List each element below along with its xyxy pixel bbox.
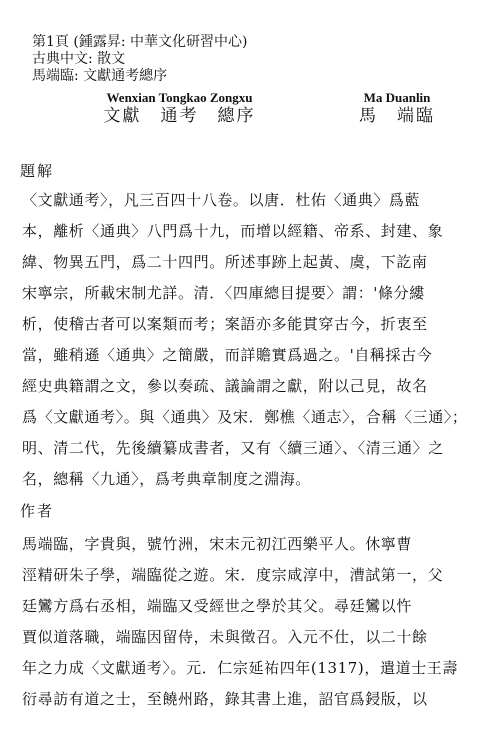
work-title-chinese: 文獻 通考 總序 — [103, 106, 256, 126]
text-line: 本，離析〈通典〉八門爲十九，而增以經籍、帝系、封建、象 — [22, 222, 444, 240]
text-line: 明、清二代，先後續纂成書者，又有〈續三通〉、〈清三通〉之 — [22, 439, 444, 457]
text-line: 涇精研朱子學，端臨從之遊。宋．度宗咸淳中，漕試第一，父 — [22, 566, 444, 584]
section-heading-zuozhe: 作者 — [20, 502, 55, 520]
text-line: 宋寧宗，所載宋制尤詳。清．〈四庫總目提要〉謂：'條分縷 — [22, 284, 425, 302]
work-title — [92, 90, 267, 127]
section-body-zuozhe — [22, 529, 480, 715]
header-text-title: 馬端臨: 文獻通考總序 — [32, 68, 168, 84]
author-chinese: 馬 端臨 — [359, 106, 435, 126]
text-line: 衍尋訪有道之士，至饒州路，錄其書上進，詔官爲鋟版，以 — [22, 690, 428, 708]
section-heading-tijie: 題解 — [20, 162, 55, 180]
text-line: 當，雖稍遜〈通典〉之簡嚴，而詳贍實爲過之。'自稱採古今 — [22, 346, 433, 364]
text-line: 年之力成〈文獻通考〉。元．仁宗延祐四年(1317)，遣道士王壽 — [22, 659, 458, 677]
text-line: 〈文獻通考〉，凡三百四十八卷。以唐．杜佑〈通典〉爲藍 — [22, 191, 421, 209]
text-line: 爲〈文獻通考〉。與〈通典〉及宋．鄭樵〈通志〉，合稱〈三通〉； — [22, 408, 468, 426]
text-line: 析，使稽古者可以案類而考；案語亦多能貫穿古今，折衷至 — [22, 315, 428, 333]
header-course: 古典中文: 散文 — [32, 51, 126, 67]
header-page-info: 第1頁 (鍾露昇: 中華文化研習中心) — [32, 34, 248, 50]
text-line: 經史典籍謂之文，參以奏疏、議論謂之獻，附以己見，故名 — [22, 377, 428, 395]
author-pinyin: Ma Duanlin — [363, 90, 431, 105]
text-line: 馬端臨，字貴與，號竹洲，宋末元初江西樂平人。休寧曹 — [22, 535, 413, 553]
text-line: 賈似道落職，端臨因留侍，未與徵召。入元不仕，以二十餘 — [22, 628, 428, 646]
text-line: 緯、物異五門，爲二十四門。所述事跡上起黃、虞，下訖南 — [22, 253, 428, 271]
text-line: 廷鸞方爲右丞相，端臨又受經世之學於其父。尋廷鸞以忤 — [22, 597, 413, 615]
author-title — [352, 90, 442, 127]
work-title-pinyin: Wenxian Tongkao Zongxu — [106, 90, 253, 105]
text-line: 名，總稱〈九通〉，爲考典章制度之淵海。 — [22, 470, 311, 488]
section-body-tijie — [22, 185, 480, 495]
